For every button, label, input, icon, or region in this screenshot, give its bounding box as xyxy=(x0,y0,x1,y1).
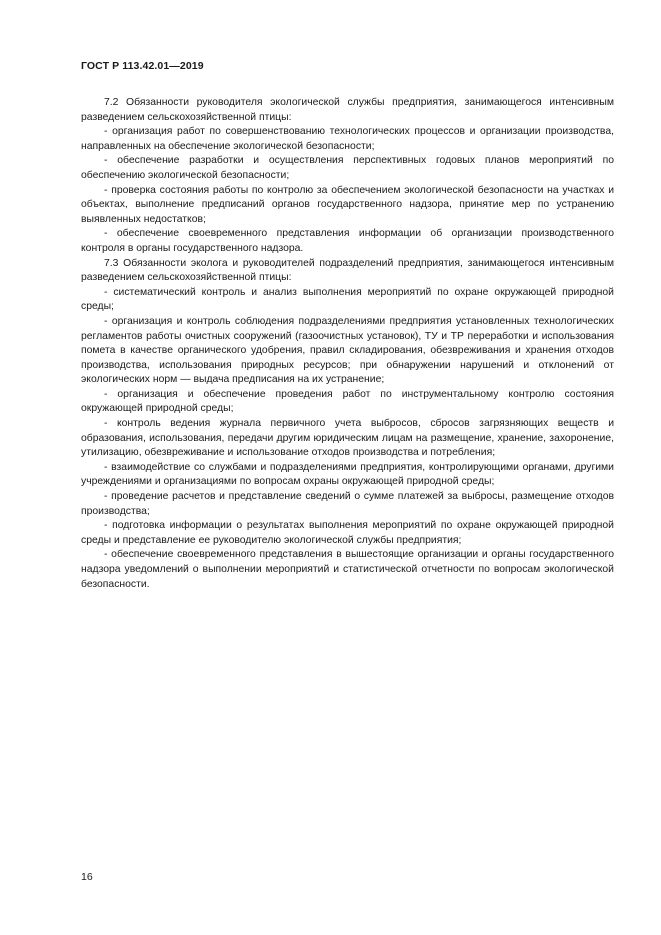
section-7-2-heading: 7.2 Обязанности руководителя экологической службы предприятия, занимающегося интенсивным разведением сельскохозяйственной птицы: xyxy=(81,97,614,123)
list-item: - организация и контроль соблюдения подразделениями предприятия установленных технологических регламентов работы очистных сооружений (газоочистных установок), ТУ и ТР переработки и использования помета в качестве органического удобрения, правил складирования, обезвреживания и хранения отходов производства, использования природных ресурсов; при обнаружении нарушений и отклонений от экологических норм — выдача предписания на их устранение; xyxy=(81,315,614,386)
document-body xyxy=(81,96,614,592)
section-7-3-heading: 7.3 Обязанности эколога и руководителей подразделений предприятия, занимающегося интенсивным разведением сельскохозяйственной птицы: xyxy=(81,257,614,284)
list-item: - организация и обеспечение проведения работ по инструментальному контролю состояния окружающей природной среды; xyxy=(81,388,614,415)
list-item: - подготовка информации о результатах выполнения мероприятий по охране окружающей природной среды и представление ее руководителю экологической службы предприятия; xyxy=(81,520,614,546)
list-item: - контроль ведения журнала первичного учета выбросов, сбросов загрязняющих веществ и образования, использования, передачи другим юридическим лицам на размещение, хранение, захоронение, утилизацию, обезвреживание и использование отходов производства и потребления; xyxy=(81,418,614,459)
list-item: - проведение расчетов и представление сведений о сумме платежей за выбросы, размещение отходов производства; xyxy=(81,491,614,517)
list-item: - обеспечение своевременного представления в вышестоящие организации и органы государственного надзора уведомлений о выполнении мероприятий и статистической отчетности по вопросам экологической безопасности. xyxy=(81,549,614,590)
list-item: - систематический контроль и анализ выполнения мероприятий по охране окружающей природной среды; xyxy=(81,286,614,313)
list-item: - обеспечение разработки и осуществления перспективных годовых планов мероприятий по обеспечению экологической безопасности; xyxy=(81,155,614,181)
list-item: - взаимодействие со службами и подразделениями предприятия, контролирующими органами, другими учреждениями и организациями по вопросам охраны окружающей природной среды; xyxy=(81,461,614,488)
document-header: ГОСТ Р 113.42.01—2019 xyxy=(81,60,204,72)
page-number: 16 xyxy=(81,871,93,883)
list-item: - проверка состояния работы по контролю за обеспечением экологической безопасности на участках и объектах, выполнение предписаний органов государственного надзора, принятие мер по устранению выявленных недостатков; xyxy=(81,184,614,225)
list-item: - обеспечение своевременного представления информации об организации производственного контроля в органы государственного надзора. xyxy=(81,228,614,254)
list-item: - организация работ по совершенствованию технологических процессов и организации производства, направленных на обеспечение экологической безопасности; xyxy=(81,126,614,152)
